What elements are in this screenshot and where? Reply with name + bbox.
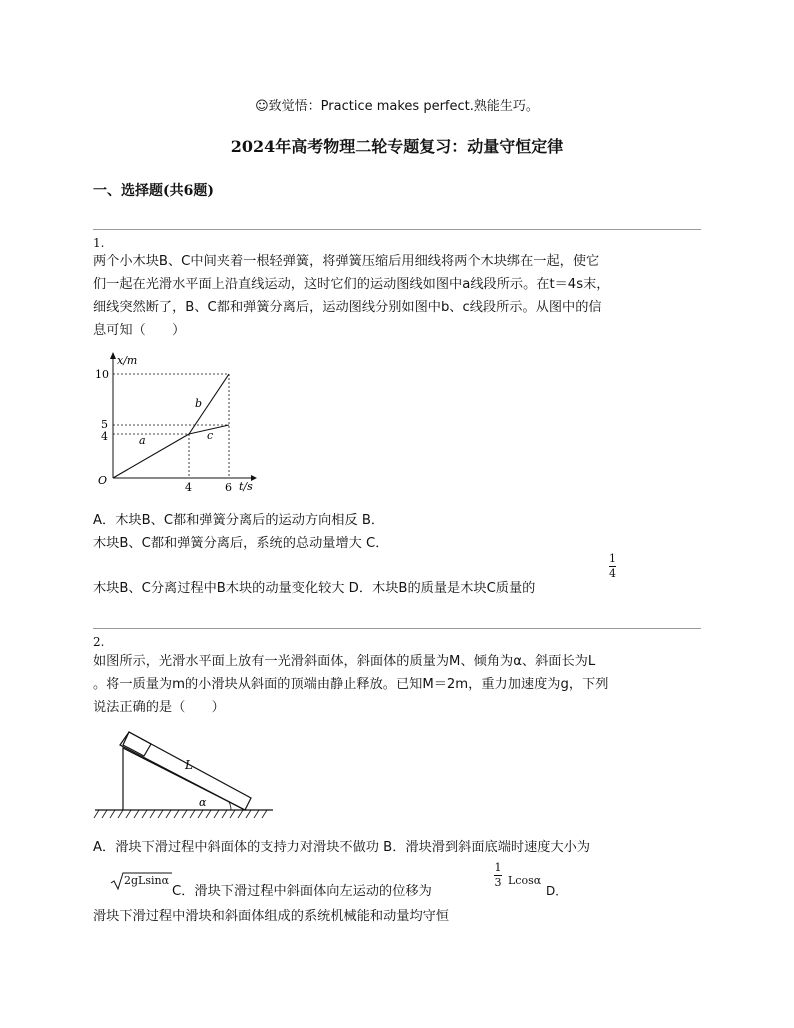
line-a <box>113 434 189 478</box>
question-1-stem <box>93 250 703 342</box>
question-2-line: 如图所示，光滑水平面上放有一光滑斜面体，斜面体的质量为M、倾角为α、斜面长为L <box>93 654 596 669</box>
ground-hatching <box>94 810 267 818</box>
question-2-option-line: D． <box>546 884 568 898</box>
question-2-line: 说法正确的是（ ） <box>93 700 225 715</box>
fraction-denominator: 3 <box>494 876 502 889</box>
x-axis-label: t/s <box>239 480 253 493</box>
question-1-line: 们一起在光滑水平面上沿直线运动，这时它们的运动图线如图中a线段所示。在t＝4s末， <box>93 277 610 292</box>
question-2-option-line: C．滑块下滑过程中斜面体向左运动的位移为 <box>172 884 432 899</box>
fraction-numerator: 1 <box>609 552 616 565</box>
origin-label: O <box>98 474 108 487</box>
question-2-stem <box>93 650 703 719</box>
x-tick-label: 6 <box>225 481 232 494</box>
line-label-b: b <box>195 397 203 410</box>
section-title: 一、选择题(共6题) <box>93 183 214 199</box>
length-label: L <box>185 758 193 772</box>
question-2-option-line: 滑块下滑过程中滑块和斜面体组成的系统机械能和动量均守恒 <box>93 909 450 924</box>
question-1-line: 息可知（ ） <box>93 323 186 338</box>
x-tick-label: 4 <box>185 481 192 494</box>
fraction-numerator: 1 <box>494 861 502 874</box>
question-1-option-line: 木块B、C分离过程中B木块的动量变化较大 D．木块B的质量是木块C质量的 <box>93 581 536 596</box>
line-label-a: a <box>139 434 146 447</box>
slider-block <box>123 732 151 756</box>
sqrt-radicand: 2gLsinα <box>124 874 170 887</box>
header-motto: ☺致觉悟：Practice makes perfect.熟能生巧。 <box>255 99 539 114</box>
question-2-incline-figure <box>93 728 278 820</box>
question-1-option-line: A．木块B、C都和弹簧分离后的运动方向相反 B． <box>93 513 385 528</box>
y-axis-arrow <box>110 352 116 359</box>
question-1-number: 1. <box>93 236 105 250</box>
y-tick-label: 10 <box>95 368 109 381</box>
question-1-option-line: 木块B、C都和弹簧分离后，系统的总动量增大 C． <box>93 536 389 551</box>
question-2-option-line: A．滑块下滑过程中斜面体的支持力对滑块不做功 B．滑块滑到斜面底端时速度大小为 <box>93 840 591 855</box>
angle-label: α <box>199 796 207 809</box>
question-1-line: 细线突然断了，B、C都和弹簧分离后，运动图线分别如图中b、c线段所示。从图中的信 <box>93 300 602 315</box>
question-1-fraction <box>609 553 616 580</box>
line-label-c: c <box>207 429 214 442</box>
fraction-denominator: 4 <box>609 567 616 580</box>
question-2-number: 2. <box>93 635 105 649</box>
question-1-divider <box>93 229 701 230</box>
y-tick-label: 4 <box>101 430 108 443</box>
document-title: 2024年高考物理二轮专题复习：动量守恒定律 <box>230 137 564 156</box>
question-1-xt-graph <box>93 350 263 500</box>
question-2-fraction-suffix: Lcosα <box>508 874 542 887</box>
question-2-divider <box>93 628 701 629</box>
question-2-line: 。将一质量为m的小滑块从斜面的顶端由静止释放。已知M＝2m，重力加速度为g，下列 <box>93 677 609 692</box>
y-tick-label: 5 <box>101 418 108 431</box>
question-2-fraction <box>494 862 502 889</box>
y-axis-label: x/m <box>117 354 138 367</box>
question-1-line: 两个小木块B、C中间夹着一根轻弹簧，将弹簧压缩后用细线将两个木块绑在一起，使它 <box>93 254 600 269</box>
